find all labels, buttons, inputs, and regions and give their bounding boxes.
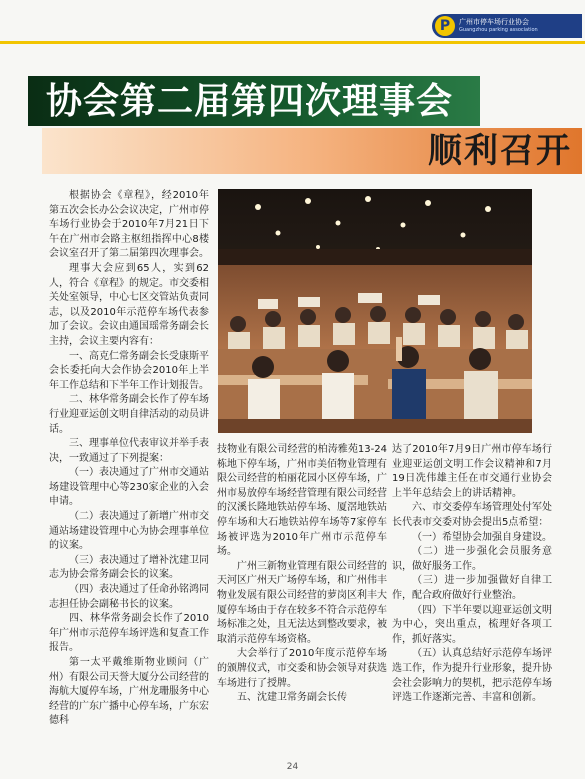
title-line1: 协会第二届第四次理事会 [46,80,454,122]
text-column-1 [49,189,209,729]
paragraph: 达了2010年7月9日广州市停车场行业迎亚运创文明工作会议精神和7月19日冼伟雄主任在市交通行业协会上半年总结会上的讲话精神。 [392,444,552,499]
paragraph: 技物业有限公司经营的柏涛雅苑13-24栋地下停车场，广州市美佰物业管理有限公司经营的柏丽花园小区停车场，广州市易放停车场经营管理有限公司经营的汉溪长隆地铁站停车场、厦滘地铁站停车场和大石地铁站停车场等7家停车场被评选为2010年广州市示范停车场。 [217,444,387,558]
paragraph: （二）进一步强化会员服务意识，做好服务工作。 [392,546,552,572]
text-column-2 [217,443,387,706]
header-yellow-stripe [0,41,585,44]
paragraph: （二）表决通过了新增广州市交通站场建设管理中心为协会理事单位的议案。 [49,511,209,552]
paragraph: 二、林华常务副会长作了停车场行业迎亚运创文明自律活动的动员讲话。 [49,394,209,435]
title-line2: 顺利召开 [428,131,572,171]
paragraph: 理事大会应到65人，实到62人，符合《章程》的规定。市交委相关处室领导，中心七区交管站负责同志，以及2010年示范停车场代表参加了会议。会议由通国瑶常务副会长主持，会议主要内容有： [49,262,209,347]
meeting-photo [218,189,532,433]
association-name-en: Guangzhou parking association [459,27,538,33]
paragraph: （三）表决通过了增补沈建卫同志为协会常务副会长的议案。 [49,554,209,581]
association-name-cn: 广州市停车场行业协会 [459,18,529,26]
paragraph: 六、市交委停车场管理处付军处长代表市交委对协会提出5点希望： [392,502,552,528]
paragraph: （四）表决通过了任命孙铭鸿同志担任协会副秘书长的议案。 [49,584,209,610]
parking-logo-icon: P [435,16,455,36]
paragraph: 一、高克仁常务副会长受康斯平会长委托向大会作协会2010年上半年工作总结和下半年工作计划报告。 [49,350,209,391]
text-column-3 [392,443,552,706]
paragraph: （一）表决通过了广州市交通站场建设管理中心等230家企业的入会申请。 [49,467,209,508]
paragraph: 根据协会《章程》，经2010年第五次会长办公会议决定，广州市停车场行业协会于2010年7月21日下午在广州市会路主枢纽指挥中心8楼会议室召开了第二届第四次理事会。 [49,190,209,260]
paragraph: 五、沈建卫常务副会长传 [237,692,347,704]
paragraph: 四、林华常务副会长作了2010年广州市示范停车场评选和复查工作报告。 [49,613,209,654]
paragraph: （五）认真总结好示范停车场评选工作，作为提升行业形象，提升协会社会影响力的契机，把示范停车场评选工作逐渐完善、丰富和创新。 [392,648,552,704]
page-number: 24 [286,762,299,772]
paragraph: （一）希望协会加强自身建设。 [412,531,552,543]
paragraph: 大会举行了2010年度示范停车场的颁牌仪式，市交委和协会领导对获选车场进行了授牌。 [217,648,387,689]
association-badge [432,14,582,38]
paragraph: 广州三新物业管理有限公司经营的天河区广州天广场停车场，和广州伟丰物业发展有限公司经营的萝岗区利丰大厦停车场由于存在较多不符合示范停车场标准之处，且无法达到整改要求，被取消示范停车场资格。 [217,560,387,645]
paragraph: 第一太平戴维斯物业顾问（广州）有限公司天誉大厦分公司经营的海航大厦停车场，广州龙珊服务中心经营的广东广播中心停车场，广东宏德科 [49,657,209,727]
paragraph: （三）进一步加强做好自律工作，配合政府做好行业整治。 [392,575,552,601]
paragraph: 三、理事单位代表审议并举手表决，一致通过了下列提案： [49,438,209,464]
paragraph: （四）下半年要以迎亚运创文明为中心，突出重点，梳理好各项工作，抓好落实。 [392,604,552,645]
